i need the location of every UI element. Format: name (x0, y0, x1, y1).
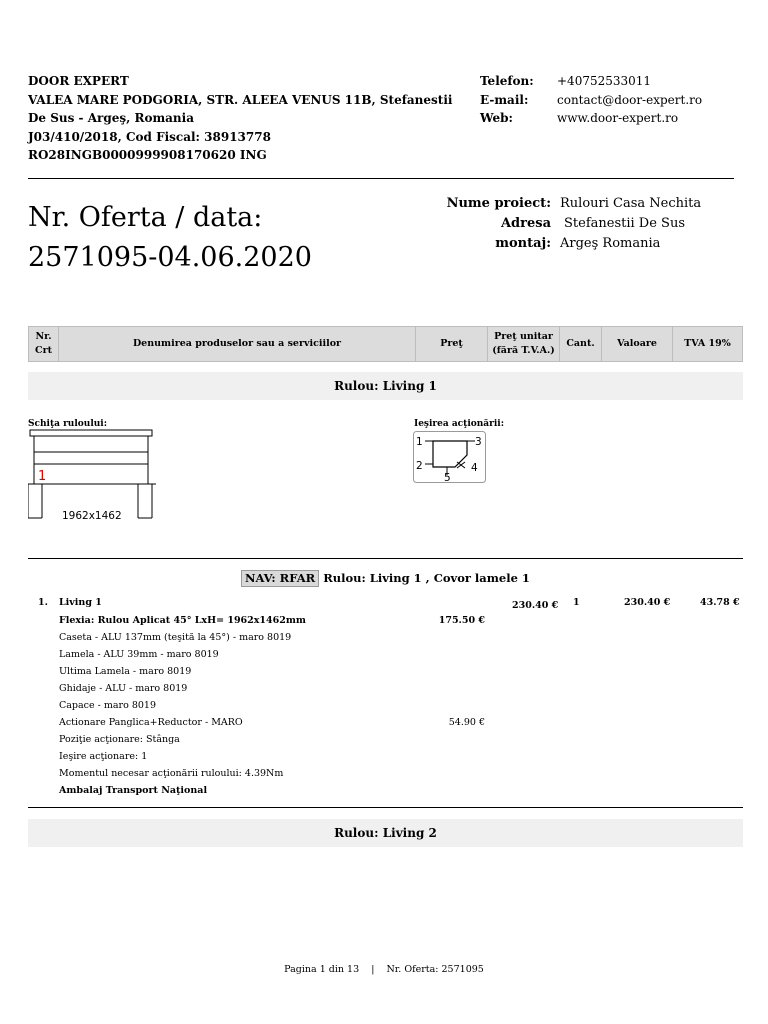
project-address: Stefanestii De Sus (564, 216, 685, 231)
exit-diagram (413, 431, 487, 485)
item-line: Lamela - ALU 39mm - maro 8019 (59, 649, 219, 660)
roller-sketch (28, 428, 156, 520)
sketch-label: Schiţa ruloului: (28, 419, 108, 429)
item-line: Ieşire acţionare: 1 (59, 751, 148, 762)
phone-label: Telefon: (480, 74, 534, 88)
header-divider (28, 178, 734, 179)
item-line: Capace - maro 8019 (59, 700, 156, 711)
exit-number-4: 4 (471, 462, 478, 474)
section-title-living-1: Rulou: Living 1 (28, 372, 743, 400)
item-line: Momentul necesar acţionării ruloului: 4.39Nm (59, 768, 284, 779)
contact-block (480, 72, 702, 128)
col-price: Preţ (416, 327, 488, 362)
company-iban: RO28INGB0000999908170620 ING (28, 148, 267, 162)
company-block (28, 72, 468, 165)
col-description: Denumirea produselor sau a serviciilor (59, 327, 416, 362)
nav-text: Rulou: Living 1 , Covor lamele 1 (323, 571, 530, 585)
section-divider-1 (28, 558, 743, 559)
offer-title-line1: Nr. Oferta / data: (28, 202, 263, 233)
item-value: 230.40 € (624, 597, 671, 608)
nav-chip: NAV: RFAR (241, 570, 319, 587)
project-name-label: Nume proiect: (446, 196, 551, 211)
item-line: Actionare Panglica+Reductor - MARO 54.90 € (59, 717, 485, 728)
project-info (420, 194, 701, 254)
item-line: Ambalaj Transport Naţional (59, 785, 208, 796)
item-nr: 1. (38, 597, 48, 608)
item-vat: 43.78 € (700, 597, 740, 608)
email-label: E-mail: (480, 92, 529, 107)
company-registration: J03/410/2018, Cod Fiscal: 38913778 (28, 129, 271, 144)
sketch-dimensions: 1962x1462 (62, 510, 122, 520)
col-quantity: Cant. (560, 327, 602, 362)
email-value: contact@door-expert.ro (557, 92, 703, 107)
web-label: Web: (480, 111, 513, 125)
company-name: DOOR EXPERT (28, 74, 129, 88)
project-montaj: Argeş Romania (560, 236, 661, 251)
item-line: Ultima Lamela - maro 8019 (59, 666, 192, 677)
exit-number-3: 3 (475, 436, 482, 448)
item-unit-price: 230.40 € (512, 600, 559, 611)
page-footer: Pagina 1 din 13 | Nr. Oferta: 2571095 (284, 964, 484, 975)
item-line: Flexia: Rulou Aplicat 45° LxH= 1962x1462mm 175.50 € (59, 615, 485, 626)
exit-number-5: 5 (444, 472, 451, 484)
phone-value: +40752533011 (557, 74, 652, 88)
products-table-header (28, 326, 743, 362)
col-value: Valoare (602, 327, 673, 362)
offer-title (28, 198, 312, 278)
item-line: Caseta - ALU 137mm (teşită la 45°) - maro 8019 (59, 632, 292, 643)
nav-line (28, 570, 743, 587)
item-name: Living 1 (59, 597, 102, 608)
item-line: Poziţie acţionare: Stânga (59, 734, 180, 745)
item-line: Ghidaje - ALU - maro 8019 (59, 683, 188, 694)
section-divider-2 (28, 807, 743, 808)
sketch-number: 1 (38, 469, 47, 484)
exit-label: Ieşirea acţionării: (414, 419, 505, 429)
col-nr: Nr. Crt (29, 327, 59, 362)
section-title-living-2: Rulou: Living 2 (28, 819, 743, 847)
web-value: www.door-expert.ro (557, 111, 679, 125)
offer-number-date: 2571095-04.06.2020 (28, 242, 312, 273)
col-unit-price: Preţ unitar (fără T.V.A.) (488, 327, 560, 362)
project-montaj-label: montaj: (495, 236, 551, 251)
col-vat: TVA 19% (673, 327, 743, 362)
project-address-label: Adresa (500, 216, 551, 231)
company-address: VALEA MARE PODGORIA, STR. ALEEA VENUS 11B, Stefanestii De Sus - Argeş, Romania (28, 92, 453, 125)
exit-number-1: 1 (416, 436, 423, 448)
item-quantity: 1 (573, 597, 580, 608)
exit-number-2: 2 (416, 460, 423, 472)
project-name: Rulouri Casa Nechita (560, 196, 702, 211)
item-details (59, 612, 485, 799)
